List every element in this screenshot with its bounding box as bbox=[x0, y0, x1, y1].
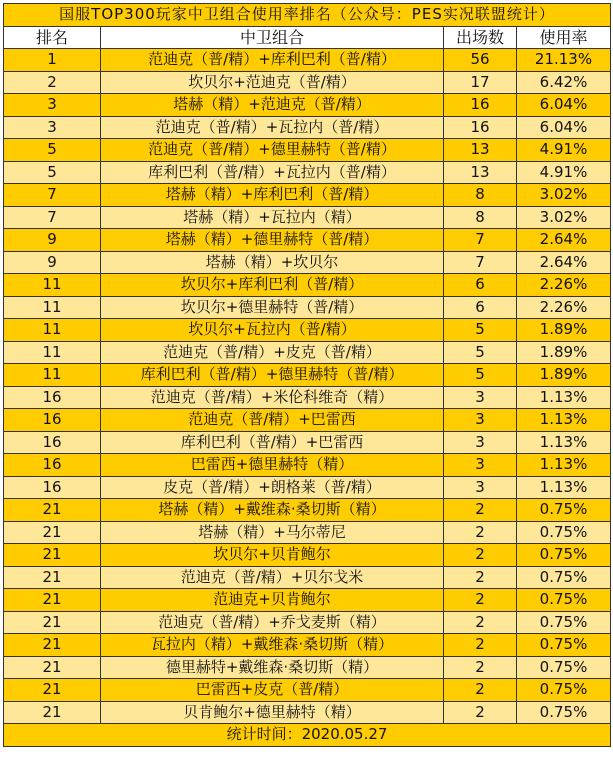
usage-rate-cell: 21.13% bbox=[517, 49, 611, 72]
table-row bbox=[4, 611, 611, 634]
appearances-cell: 3 bbox=[444, 454, 517, 477]
ranking-table bbox=[3, 3, 611, 747]
usage-rate-cell: 0.75% bbox=[517, 544, 611, 567]
table-row bbox=[4, 656, 611, 679]
table-title-row bbox=[4, 4, 611, 27]
rank-cell: 11 bbox=[4, 341, 101, 364]
cb-pair-cell: 范迪克（普/精）+贝尔戈米 bbox=[101, 566, 444, 589]
rank-cell: 5 bbox=[4, 161, 101, 184]
rank-cell: 9 bbox=[4, 229, 101, 252]
appearances-cell: 2 bbox=[444, 521, 517, 544]
usage-rate-cell: 0.75% bbox=[517, 566, 611, 589]
usage-rate-cell: 6.04% bbox=[517, 94, 611, 117]
cb-pair-cell: 瓦拉内（精）+戴维森·桑切斯（精） bbox=[101, 634, 444, 657]
rank-cell: 16 bbox=[4, 386, 101, 409]
rank-cell: 11 bbox=[4, 364, 101, 387]
cb-pair-cell: 塔赫（精）+坎贝尔 bbox=[101, 251, 444, 274]
usage-rate-cell: 4.91% bbox=[517, 139, 611, 162]
table-row bbox=[4, 476, 611, 499]
cb-pair-cell: 塔赫（精）+德里赫特（普/精） bbox=[101, 229, 444, 252]
header-usage-rate: 使用率 bbox=[517, 26, 611, 49]
rank-cell: 9 bbox=[4, 251, 101, 274]
rank-cell: 16 bbox=[4, 454, 101, 477]
rank-cell: 7 bbox=[4, 184, 101, 207]
ranking-sheet bbox=[3, 3, 610, 747]
header-rank: 排名 bbox=[4, 26, 101, 49]
appearances-cell: 16 bbox=[444, 116, 517, 139]
rank-cell: 2 bbox=[4, 71, 101, 94]
appearances-cell: 56 bbox=[444, 49, 517, 72]
rank-cell: 3 bbox=[4, 116, 101, 139]
appearances-cell: 13 bbox=[444, 161, 517, 184]
usage-rate-cell: 1.13% bbox=[517, 431, 611, 454]
rank-cell: 21 bbox=[4, 611, 101, 634]
table-row bbox=[4, 566, 611, 589]
rank-cell: 21 bbox=[4, 679, 101, 702]
appearances-cell: 7 bbox=[444, 229, 517, 252]
rank-cell: 21 bbox=[4, 566, 101, 589]
usage-rate-cell: 1.89% bbox=[517, 319, 611, 342]
appearances-cell: 8 bbox=[444, 206, 517, 229]
table-title: 国服TOP300玩家中卫组合使用率排名（公众号：PES实况联盟统计） bbox=[4, 4, 611, 27]
cb-pair-cell: 范迪克（普/精）+米伦科维奇（精） bbox=[101, 386, 444, 409]
table-row bbox=[4, 49, 611, 72]
cb-pair-cell: 坎贝尔+库利巴利（普/精） bbox=[101, 274, 444, 297]
cb-pair-cell: 范迪克（普/精）+瓦拉内（普/精） bbox=[101, 116, 444, 139]
appearances-cell: 2 bbox=[444, 544, 517, 567]
cb-pair-cell: 范迪克+贝肯鲍尔 bbox=[101, 589, 444, 612]
usage-rate-cell: 1.13% bbox=[517, 386, 611, 409]
usage-rate-cell: 2.26% bbox=[517, 274, 611, 297]
cb-pair-cell: 坎贝尔+德里赫特（普/精） bbox=[101, 296, 444, 319]
usage-rate-cell: 2.64% bbox=[517, 229, 611, 252]
appearances-cell: 5 bbox=[444, 364, 517, 387]
rank-cell: 3 bbox=[4, 94, 101, 117]
table-row bbox=[4, 161, 611, 184]
appearances-cell: 3 bbox=[444, 476, 517, 499]
usage-rate-cell: 0.75% bbox=[517, 611, 611, 634]
cb-pair-cell: 坎贝尔+范迪克（普/精） bbox=[101, 71, 444, 94]
table-row bbox=[4, 544, 611, 567]
appearances-cell: 2 bbox=[444, 611, 517, 634]
usage-rate-cell: 1.13% bbox=[517, 409, 611, 432]
table-row bbox=[4, 521, 611, 544]
usage-rate-cell: 4.91% bbox=[517, 161, 611, 184]
rank-cell: 21 bbox=[4, 589, 101, 612]
table-row bbox=[4, 116, 611, 139]
rank-cell: 21 bbox=[4, 544, 101, 567]
table-row bbox=[4, 319, 611, 342]
appearances-cell: 2 bbox=[444, 634, 517, 657]
usage-rate-cell: 1.89% bbox=[517, 364, 611, 387]
appearances-cell: 2 bbox=[444, 499, 517, 522]
rank-cell: 21 bbox=[4, 701, 101, 724]
usage-rate-cell: 6.42% bbox=[517, 71, 611, 94]
rank-cell: 5 bbox=[4, 139, 101, 162]
usage-rate-cell: 0.75% bbox=[517, 656, 611, 679]
rank-cell: 11 bbox=[4, 296, 101, 319]
appearances-cell: 2 bbox=[444, 701, 517, 724]
table-row bbox=[4, 94, 611, 117]
rank-cell: 21 bbox=[4, 656, 101, 679]
table-row bbox=[4, 364, 611, 387]
cb-pair-cell: 德里赫特+戴维森·桑切斯（精） bbox=[101, 656, 444, 679]
appearances-cell: 3 bbox=[444, 431, 517, 454]
table-row bbox=[4, 71, 611, 94]
cb-pair-cell: 范迪克（普/精）+库利巴利（普/精） bbox=[101, 49, 444, 72]
rank-cell: 7 bbox=[4, 206, 101, 229]
table-row bbox=[4, 341, 611, 364]
header-appearances: 出场数 bbox=[444, 26, 517, 49]
usage-rate-cell: 3.02% bbox=[517, 206, 611, 229]
appearances-cell: 2 bbox=[444, 566, 517, 589]
cb-pair-cell: 库利巴利（普/精）+巴雷西 bbox=[101, 431, 444, 454]
table-row bbox=[4, 409, 611, 432]
cb-pair-cell: 塔赫（精）+戴维森·桑切斯（精） bbox=[101, 499, 444, 522]
appearances-cell: 16 bbox=[444, 94, 517, 117]
table-row bbox=[4, 274, 611, 297]
rank-cell: 21 bbox=[4, 634, 101, 657]
usage-rate-cell: 2.26% bbox=[517, 296, 611, 319]
table-row bbox=[4, 386, 611, 409]
appearances-cell: 7 bbox=[444, 251, 517, 274]
table-row bbox=[4, 251, 611, 274]
table-row bbox=[4, 679, 611, 702]
appearances-cell: 2 bbox=[444, 679, 517, 702]
rank-cell: 1 bbox=[4, 49, 101, 72]
cb-pair-cell: 坎贝尔+贝肯鲍尔 bbox=[101, 544, 444, 567]
table-row bbox=[4, 229, 611, 252]
appearances-cell: 2 bbox=[444, 589, 517, 612]
cb-pair-cell: 巴雷西+皮克（普/精） bbox=[101, 679, 444, 702]
usage-rate-cell: 0.75% bbox=[517, 701, 611, 724]
appearances-cell: 6 bbox=[444, 296, 517, 319]
cb-pair-cell: 范迪克（普/精）+乔戈麦斯（精） bbox=[101, 611, 444, 634]
appearances-cell: 17 bbox=[444, 71, 517, 94]
cb-pair-cell: 范迪克（普/精）+德里赫特（普/精） bbox=[101, 139, 444, 162]
table-row bbox=[4, 634, 611, 657]
cb-pair-cell: 范迪克（普/精）+皮克（普/精） bbox=[101, 341, 444, 364]
appearances-cell: 2 bbox=[444, 656, 517, 679]
rank-cell: 16 bbox=[4, 431, 101, 454]
rank-cell: 21 bbox=[4, 521, 101, 544]
usage-rate-cell: 0.75% bbox=[517, 589, 611, 612]
appearances-cell: 5 bbox=[444, 319, 517, 342]
rank-cell: 16 bbox=[4, 476, 101, 499]
usage-rate-cell: 3.02% bbox=[517, 184, 611, 207]
usage-rate-cell: 2.64% bbox=[517, 251, 611, 274]
cb-pair-cell: 巴雷西+德里赫特（精） bbox=[101, 454, 444, 477]
rank-cell: 21 bbox=[4, 499, 101, 522]
table-row bbox=[4, 499, 611, 522]
table-body bbox=[4, 49, 611, 724]
table-row bbox=[4, 184, 611, 207]
cb-pair-cell: 塔赫（精）+库利巴利（普/精） bbox=[101, 184, 444, 207]
usage-rate-cell: 1.13% bbox=[517, 476, 611, 499]
appearances-cell: 3 bbox=[444, 386, 517, 409]
rank-cell: 11 bbox=[4, 319, 101, 342]
appearances-cell: 13 bbox=[444, 139, 517, 162]
usage-rate-cell: 0.75% bbox=[517, 634, 611, 657]
cb-pair-cell: 皮克（普/精）+朗格莱（普/精） bbox=[101, 476, 444, 499]
appearances-cell: 5 bbox=[444, 341, 517, 364]
table-row bbox=[4, 296, 611, 319]
cb-pair-cell: 贝肯鲍尔+德里赫特（精） bbox=[101, 701, 444, 724]
cb-pair-cell: 库利巴利（普/精）+德里赫特（普/精） bbox=[101, 364, 444, 387]
cb-pair-cell: 范迪克（普/精）+巴雷西 bbox=[101, 409, 444, 432]
table-row bbox=[4, 454, 611, 477]
cb-pair-cell: 库利巴利（普/精）+瓦拉内（普/精） bbox=[101, 161, 444, 184]
rank-cell: 11 bbox=[4, 274, 101, 297]
table-row bbox=[4, 139, 611, 162]
usage-rate-cell: 0.75% bbox=[517, 499, 611, 522]
table-row bbox=[4, 431, 611, 454]
cb-pair-cell: 塔赫（精）+马尔蒂尼 bbox=[101, 521, 444, 544]
table-row bbox=[4, 206, 611, 229]
table-row bbox=[4, 589, 611, 612]
footer-row bbox=[4, 724, 611, 747]
usage-rate-cell: 1.13% bbox=[517, 454, 611, 477]
rank-cell: 16 bbox=[4, 409, 101, 432]
cb-pair-cell: 塔赫（精）+瓦拉内（精） bbox=[101, 206, 444, 229]
usage-rate-cell: 0.75% bbox=[517, 679, 611, 702]
appearances-cell: 6 bbox=[444, 274, 517, 297]
stat-date: 统计时间：2020.05.27 bbox=[4, 724, 611, 747]
appearances-cell: 8 bbox=[444, 184, 517, 207]
cb-pair-cell: 坎贝尔+瓦拉内（普/精） bbox=[101, 319, 444, 342]
table-row bbox=[4, 701, 611, 724]
header-cb-pair: 中卫组合 bbox=[101, 26, 444, 49]
usage-rate-cell: 0.75% bbox=[517, 521, 611, 544]
usage-rate-cell: 6.04% bbox=[517, 116, 611, 139]
header-row bbox=[4, 26, 611, 49]
appearances-cell: 3 bbox=[444, 409, 517, 432]
cb-pair-cell: 塔赫（精）+范迪克（普/精） bbox=[101, 94, 444, 117]
usage-rate-cell: 1.89% bbox=[517, 341, 611, 364]
